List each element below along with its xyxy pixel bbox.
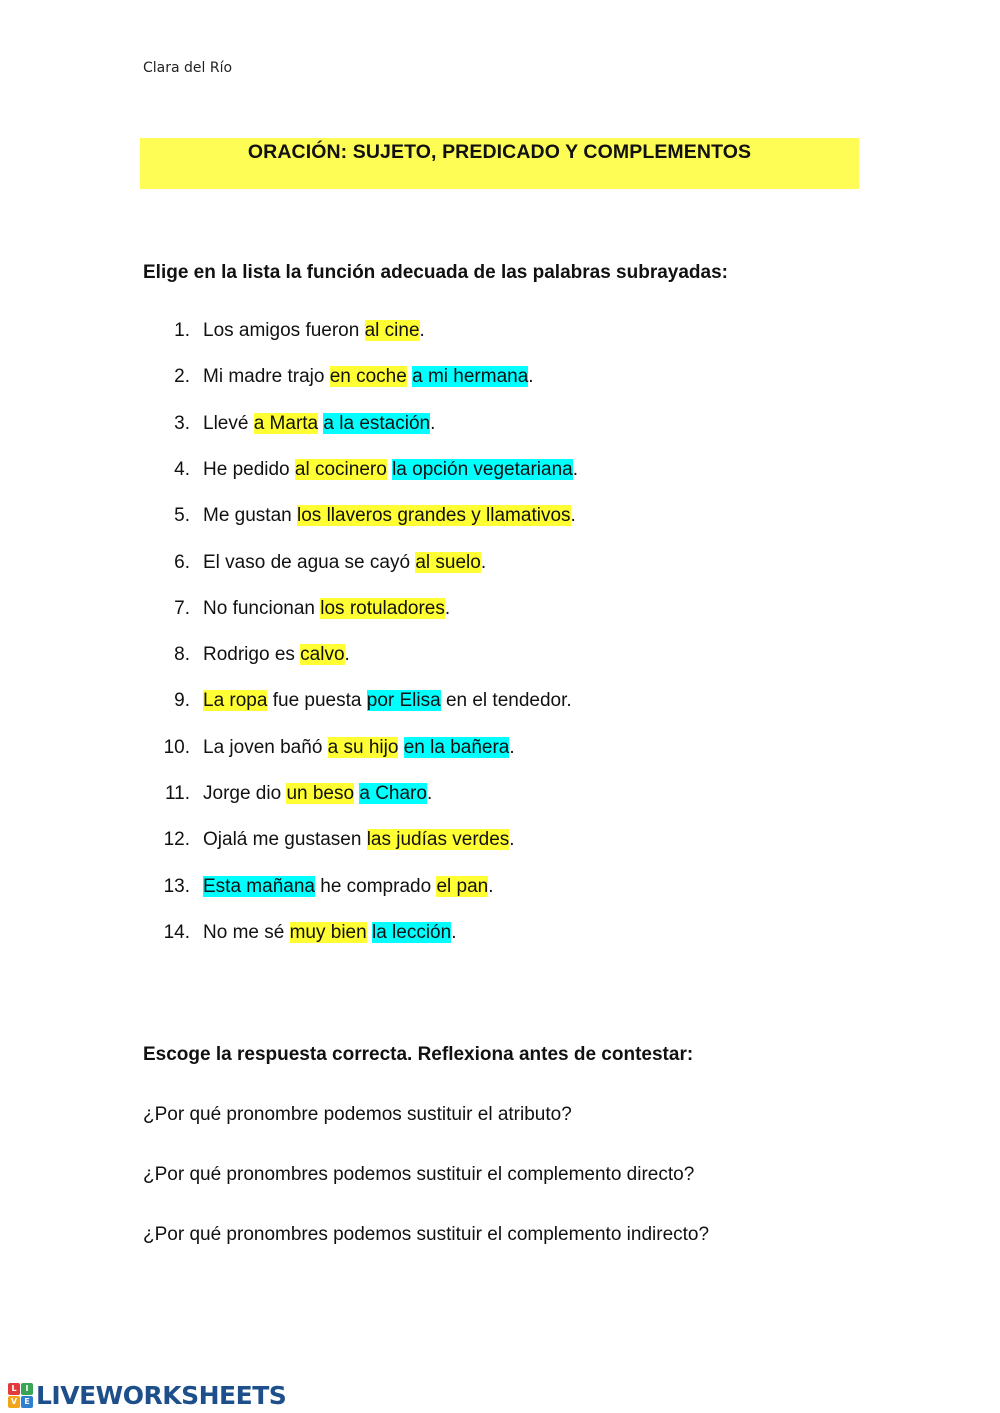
liveworksheets-logo bbox=[8, 1380, 286, 1410]
sentence-text: Me gustan bbox=[203, 505, 297, 527]
highlight-yellow: La ropa bbox=[203, 690, 268, 712]
highlight-cyan: la lección bbox=[371, 921, 452, 943]
highlight-yellow: el pan bbox=[436, 875, 489, 897]
item-number: 13. bbox=[163, 875, 190, 897]
sentence-text: . bbox=[444, 597, 451, 619]
item-sentence bbox=[203, 413, 435, 435]
item-sentence bbox=[203, 644, 350, 666]
sentence-text: en el tendedor. bbox=[440, 690, 572, 712]
page-title: ORACIÓN: SUJETO, PREDICADO Y COMPLEMENTOS bbox=[247, 141, 752, 163]
sentence-text: Rodrigo es bbox=[203, 644, 301, 666]
logo-text: LIVEWORKSHEETS bbox=[36, 1380, 287, 1410]
sentence-text: . bbox=[570, 505, 576, 527]
item-number: 5. bbox=[174, 505, 190, 527]
highlight-cyan: la opción vegetariana bbox=[392, 458, 573, 480]
sentence-text: Jorge dio bbox=[203, 783, 287, 804]
item-number: 9. bbox=[174, 690, 190, 712]
highlight-cyan: por Elisa bbox=[366, 690, 441, 712]
item-sentence bbox=[203, 366, 534, 388]
sentence-text bbox=[398, 737, 403, 758]
sentence-text: . bbox=[572, 458, 578, 480]
sentence-text: . bbox=[528, 366, 534, 388]
item-number: 14. bbox=[163, 921, 190, 943]
item-sentence bbox=[203, 598, 450, 620]
item-sentence bbox=[203, 320, 425, 342]
highlight-cyan: a la estación bbox=[323, 412, 431, 434]
sentence-text: El vaso de agua se cayó bbox=[203, 551, 416, 573]
item-number: 8. bbox=[174, 644, 190, 666]
sentence-text: No funcionan bbox=[203, 597, 321, 619]
sentence-text: . bbox=[426, 783, 433, 804]
sentence-text: No me sé bbox=[203, 921, 290, 943]
highlight-yellow: a Marta bbox=[253, 412, 319, 434]
sentence-text: . bbox=[488, 875, 494, 897]
sentence-text: . bbox=[419, 320, 425, 341]
question-indirect-object: ¿Por qué pronombres podemos sustituir el complemento indirecto? bbox=[143, 1224, 710, 1245]
sentence-text: La joven bañó bbox=[203, 736, 328, 758]
logo-mark-icon bbox=[8, 1383, 33, 1408]
item-sentence bbox=[203, 783, 432, 805]
question-attribute: ¿Por qué pronombre podemos sustituir el atributo? bbox=[143, 1104, 572, 1125]
item-sentence bbox=[203, 459, 578, 481]
item-sentence bbox=[203, 737, 515, 759]
highlight-yellow: las judías verdes bbox=[366, 829, 510, 851]
item-number: 7. bbox=[174, 597, 190, 619]
item-number: 10. bbox=[163, 736, 190, 758]
item-sentence bbox=[203, 552, 486, 574]
sentence-text: Los amigos fueron bbox=[203, 320, 365, 341]
item-sentence bbox=[203, 829, 515, 851]
logo-letter: I bbox=[21, 1383, 33, 1395]
title-banner bbox=[140, 138, 859, 189]
item-number: 11. bbox=[164, 783, 190, 804]
item-number: 3. bbox=[174, 412, 190, 434]
logo-letter: V bbox=[8, 1396, 20, 1408]
sentence-text: . bbox=[430, 412, 436, 434]
sentence-text: . bbox=[509, 736, 515, 758]
sentence-text: Mi madre trajo bbox=[203, 366, 330, 388]
item-sentence bbox=[203, 505, 576, 527]
sentence-text: . bbox=[480, 551, 487, 573]
item-number: 4. bbox=[174, 458, 190, 480]
logo-letter: L bbox=[8, 1383, 20, 1395]
highlight-cyan: a mi hermana bbox=[412, 366, 529, 388]
sentence-text: . bbox=[344, 644, 350, 666]
sentence-text: . bbox=[451, 921, 457, 943]
author-name: Clara del Río bbox=[143, 60, 233, 76]
highlight-cyan: a Charo bbox=[359, 783, 427, 804]
sentence-text: . bbox=[509, 829, 515, 851]
highlight-yellow: al cine bbox=[364, 320, 420, 341]
item-number: 1. bbox=[174, 320, 190, 341]
logo-letter: E bbox=[21, 1396, 33, 1408]
highlight-yellow: al cocinero bbox=[294, 458, 387, 480]
item-number: 2. bbox=[174, 366, 190, 388]
item-number: 12. bbox=[163, 829, 190, 851]
highlight-yellow: calvo bbox=[300, 644, 345, 666]
highlight-yellow: en coche bbox=[329, 366, 407, 388]
item-number: 6. bbox=[174, 551, 190, 573]
highlight-yellow: los llaveros grandes y llamativos bbox=[297, 505, 571, 527]
highlight-cyan: en la bañera bbox=[403, 736, 510, 758]
question-direct-object: ¿Por qué pronombres podemos sustituir el complemento directo? bbox=[143, 1164, 695, 1185]
highlight-cyan: Esta mañana bbox=[203, 875, 315, 897]
sentence-text: fue puesta bbox=[267, 690, 367, 712]
item-sentence bbox=[203, 690, 572, 712]
item-sentence bbox=[203, 922, 456, 944]
highlight-yellow: al suelo bbox=[415, 551, 481, 573]
sentence-text: he comprado bbox=[314, 875, 437, 897]
section2-instruction: Escoge la respuesta correcta. Reflexiona antes de contestar: bbox=[143, 1044, 694, 1065]
highlight-yellow: a su hijo bbox=[327, 736, 399, 758]
item-sentence bbox=[203, 876, 494, 898]
highlight-yellow: muy bien bbox=[289, 921, 367, 943]
section1-instruction: Elige en la lista la función adecuada de las palabras subrayadas: bbox=[143, 262, 729, 283]
sentence-text: Llevé bbox=[203, 412, 254, 434]
highlight-yellow: un beso bbox=[286, 783, 355, 804]
sentence-text: Ojalá me gustasen bbox=[203, 829, 367, 851]
sentence-text: He pedido bbox=[203, 458, 295, 480]
highlight-yellow: los rotuladores bbox=[320, 597, 445, 619]
